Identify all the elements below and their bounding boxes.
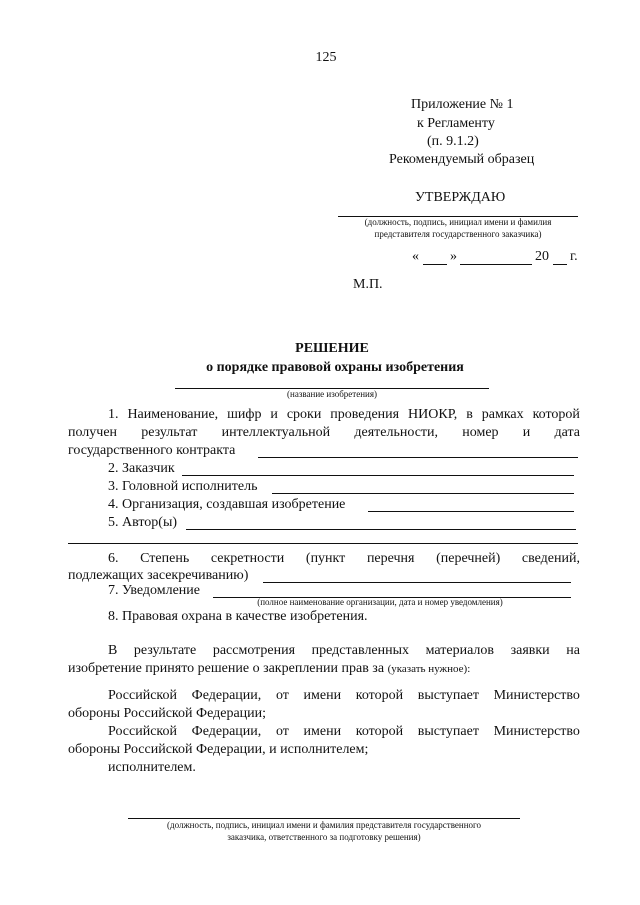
footer-signature-line xyxy=(128,818,520,819)
result-line-2: изобретение принято решение о закреплении прав за (указать нужное): xyxy=(68,661,471,676)
option-3: исполнителем. xyxy=(108,760,196,775)
appendix-line-1: Приложение № 1 xyxy=(411,97,514,112)
invention-name-caption: (название изобретения) xyxy=(287,389,377,399)
item-7-caption: (полное наименование организации, дата и номер уведомления) xyxy=(257,597,503,607)
item-4-label: 4. Организация, создавшая изобретение xyxy=(108,497,346,512)
page-number: 125 xyxy=(315,50,337,65)
option-2-line-2: обороны Российской Федерации, и исполнителем; xyxy=(68,742,369,757)
item-5-fill-line xyxy=(186,529,576,530)
approver-caption-2: представителя государственного заказчика) xyxy=(374,229,542,239)
option-2-line-1: Российской Федерации, от имени которой выступает Министерство xyxy=(108,724,580,739)
appendix-line-3: (п. 9.1.2) xyxy=(427,134,479,149)
item-6-line-1: 6. Степень секретности (пункт перечня (перечней) сведений, xyxy=(108,551,580,566)
item-5-fill-line-2 xyxy=(68,543,578,544)
option-1-line-1: Российской Федерации, от имени которой выступает Министерство xyxy=(108,688,580,703)
item-2-label: 2. Заказчик xyxy=(108,461,175,476)
item-3-fill-line xyxy=(272,493,574,494)
result-line-1: В результате рассмотрения представленных материалов заявки на xyxy=(108,643,580,658)
date-year-suffix: г. xyxy=(570,249,578,264)
item-1-fill-line xyxy=(258,457,578,458)
item-1-line-2: получен результат интеллектуальной деятельности, номер и дата xyxy=(68,425,580,440)
date-year-line xyxy=(553,264,567,265)
date-open-quote: « xyxy=(412,249,419,264)
date-day-line xyxy=(423,264,447,265)
approve-title: УТВЕРЖДАЮ xyxy=(415,190,506,205)
item-6-fill-line xyxy=(263,582,571,583)
approver-caption-1: (должность, подпись, инициал имени и фамилия xyxy=(364,217,552,227)
result-hint: (указать нужное): xyxy=(387,663,471,675)
item-6-line-2: подлежащих засекречиванию) xyxy=(68,568,249,583)
seal-label: М.П. xyxy=(353,277,383,292)
footer-caption-1: (должность, подпись, инициал имени и фамилия представителя государственного xyxy=(167,820,481,830)
item-3-label: 3. Головной исполнитель xyxy=(108,479,258,494)
date-year-prefix: 20 xyxy=(535,249,549,264)
item-1-line-1: 1. Наименование, шифр и сроки проведения НИОКР, в рамках которой xyxy=(108,407,580,422)
decision-subtitle: о порядке правовой охраны изобретения xyxy=(206,360,464,375)
appendix-line-2: к Регламенту xyxy=(417,116,495,131)
item-8-text: 8. Правовая охрана в качестве изобретения. xyxy=(108,609,368,624)
item-1-line-3: государственного контракта xyxy=(68,443,236,458)
item-7-label: 7. Уведомление xyxy=(108,583,201,598)
date-month-line xyxy=(460,264,532,265)
item-5-label: 5. Автор(ы) xyxy=(108,515,178,530)
item-4-fill-line xyxy=(368,511,574,512)
appendix-line-4: Рекомендуемый образец xyxy=(389,152,535,167)
date-close-quote: » xyxy=(450,249,457,264)
footer-caption-2: заказчика, ответственного за подготовку решения) xyxy=(227,832,421,842)
decision-title: РЕШЕНИЕ xyxy=(295,341,369,356)
option-1-line-2: обороны Российской Федерации; xyxy=(68,706,267,721)
item-2-fill-line xyxy=(182,475,574,476)
